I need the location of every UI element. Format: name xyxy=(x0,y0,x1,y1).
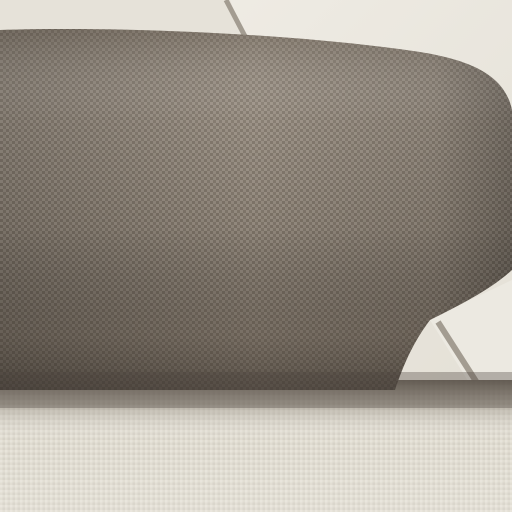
contact-shadow xyxy=(0,372,512,408)
